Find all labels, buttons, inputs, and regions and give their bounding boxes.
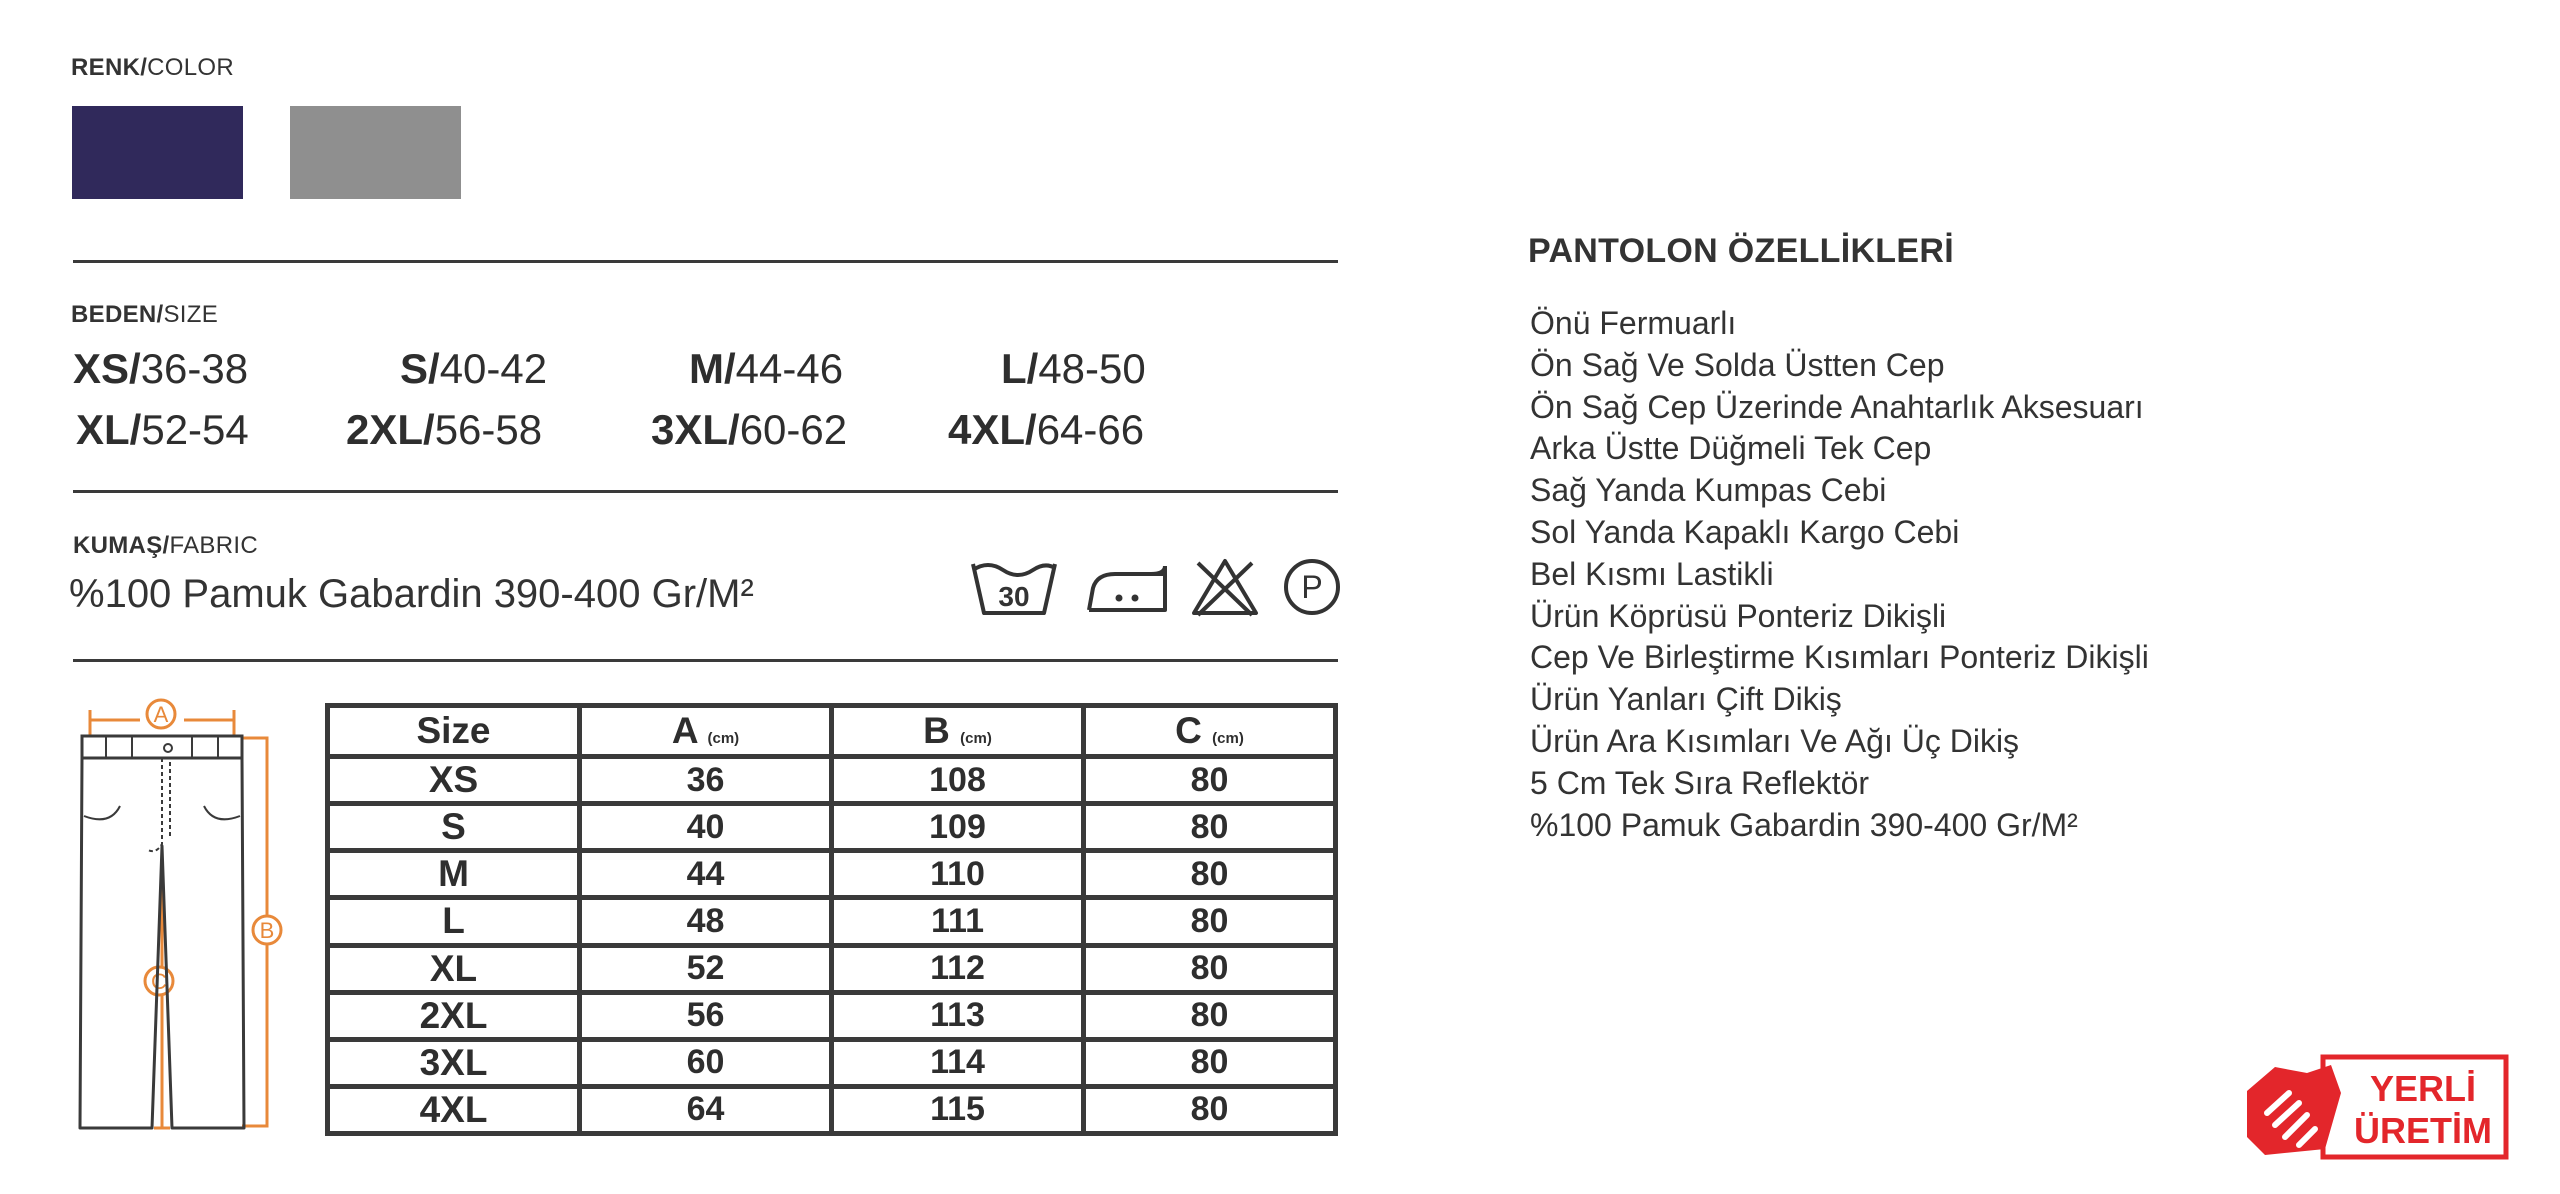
table-row: 3XL 60 114 80 bbox=[328, 1039, 1336, 1086]
table-row: 4XL 64 115 80 bbox=[328, 1086, 1336, 1133]
features-list bbox=[1530, 303, 2149, 846]
size-2xl: 2XL/56-58 bbox=[346, 406, 543, 453]
list-item: Bel Kısmı Lastikli bbox=[1530, 555, 1774, 592]
list-item: %100 Pamuk Gabardin 390-400 Gr/M² bbox=[1530, 806, 2078, 843]
pants-measurement-diagram bbox=[70, 696, 290, 1140]
list-item: Ön Sağ Cep Üzerinde Anahtarlık Aksesuarı bbox=[1530, 388, 2144, 425]
features-title: PANTOLON ÖZELLİKLERİ bbox=[1528, 232, 1954, 270]
list-item: Ürün Köprüsü Ponteriz Dikişli bbox=[1530, 597, 1947, 634]
iron-icon bbox=[1085, 562, 1171, 614]
no-bleach-icon bbox=[1190, 557, 1260, 617]
size-xs: XS/36-38 bbox=[73, 345, 249, 392]
col-header-size: Size bbox=[328, 706, 580, 757]
table-row: XS 36 108 80 bbox=[328, 757, 1336, 804]
measure-a-label: A bbox=[153, 702, 169, 727]
color-swatch-navy[interactable] bbox=[72, 106, 243, 199]
yerli-uretim-badge bbox=[2245, 1053, 2510, 1161]
table-header-row bbox=[328, 706, 1336, 757]
col-header-c: C (cm) bbox=[1084, 706, 1336, 757]
list-item: Cep Ve Birleştirme Kısımları Ponteriz Dikişli bbox=[1530, 639, 2149, 676]
color-section-header: RENK/COLOR bbox=[71, 54, 235, 81]
svg-text:P: P bbox=[1301, 569, 1323, 605]
size-measurement-table bbox=[325, 703, 1338, 1136]
svg-text:YERLİ: YERLİ bbox=[2369, 1068, 2477, 1109]
list-item: Ürün Ara Kısımları Ve Ağı Üç Dikiş bbox=[1530, 722, 2020, 759]
fabric-description: %100 Pamuk Gabardin 390-400 Gr/M² bbox=[69, 572, 754, 616]
measure-c-label: C bbox=[151, 969, 167, 994]
list-item: Ön Sağ Ve Solda Üstten Cep bbox=[1530, 346, 1945, 383]
svg-text:30: 30 bbox=[998, 581, 1030, 612]
dry-clean-p-icon bbox=[1283, 558, 1341, 616]
divider bbox=[73, 659, 1338, 662]
divider bbox=[73, 260, 1338, 263]
size-3xl: 3XL/60-62 bbox=[651, 406, 848, 453]
size-l: L/48-50 bbox=[1001, 345, 1146, 392]
svg-text:ÜRETİM: ÜRETİM bbox=[2354, 1110, 2492, 1151]
col-header-a: A (cm) bbox=[580, 706, 832, 757]
list-item: Sol Yanda Kapaklı Kargo Cebi bbox=[1530, 513, 1960, 550]
list-item: 5 Cm Tek Sıra Reflektör bbox=[1530, 764, 1870, 801]
size-4xl: 4XL/64-66 bbox=[948, 406, 1145, 453]
list-item: Ürün Yanları Çift Dikiş bbox=[1530, 681, 1842, 718]
table-row: M 44 110 80 bbox=[328, 851, 1336, 898]
list-item: Arka Üstte Düğmeli Tek Cep bbox=[1530, 430, 1932, 467]
divider bbox=[73, 490, 1338, 493]
color-swatch-gray[interactable] bbox=[290, 106, 461, 199]
size-section-header: BEDEN/SIZE bbox=[71, 301, 219, 328]
size-xl: XL/52-54 bbox=[76, 406, 249, 453]
list-item: Sağ Yanda Kumpas Cebi bbox=[1530, 472, 1887, 509]
table-row: 2XL 56 113 80 bbox=[328, 992, 1336, 1039]
fabric-section-header: KUMAŞ/FABRIC bbox=[73, 532, 258, 559]
table-row: XL 52 112 80 bbox=[328, 945, 1336, 992]
wash-30-icon bbox=[970, 558, 1058, 618]
size-m: M/44-46 bbox=[689, 345, 844, 392]
table-row: L 48 111 80 bbox=[328, 898, 1336, 945]
measure-b-label: B bbox=[259, 918, 275, 943]
size-s: S/40-42 bbox=[400, 345, 548, 392]
list-item: Önü Fermuarlı bbox=[1530, 305, 1737, 341]
col-header-b: B (cm) bbox=[832, 706, 1084, 757]
table-row: S 40 109 80 bbox=[328, 804, 1336, 851]
